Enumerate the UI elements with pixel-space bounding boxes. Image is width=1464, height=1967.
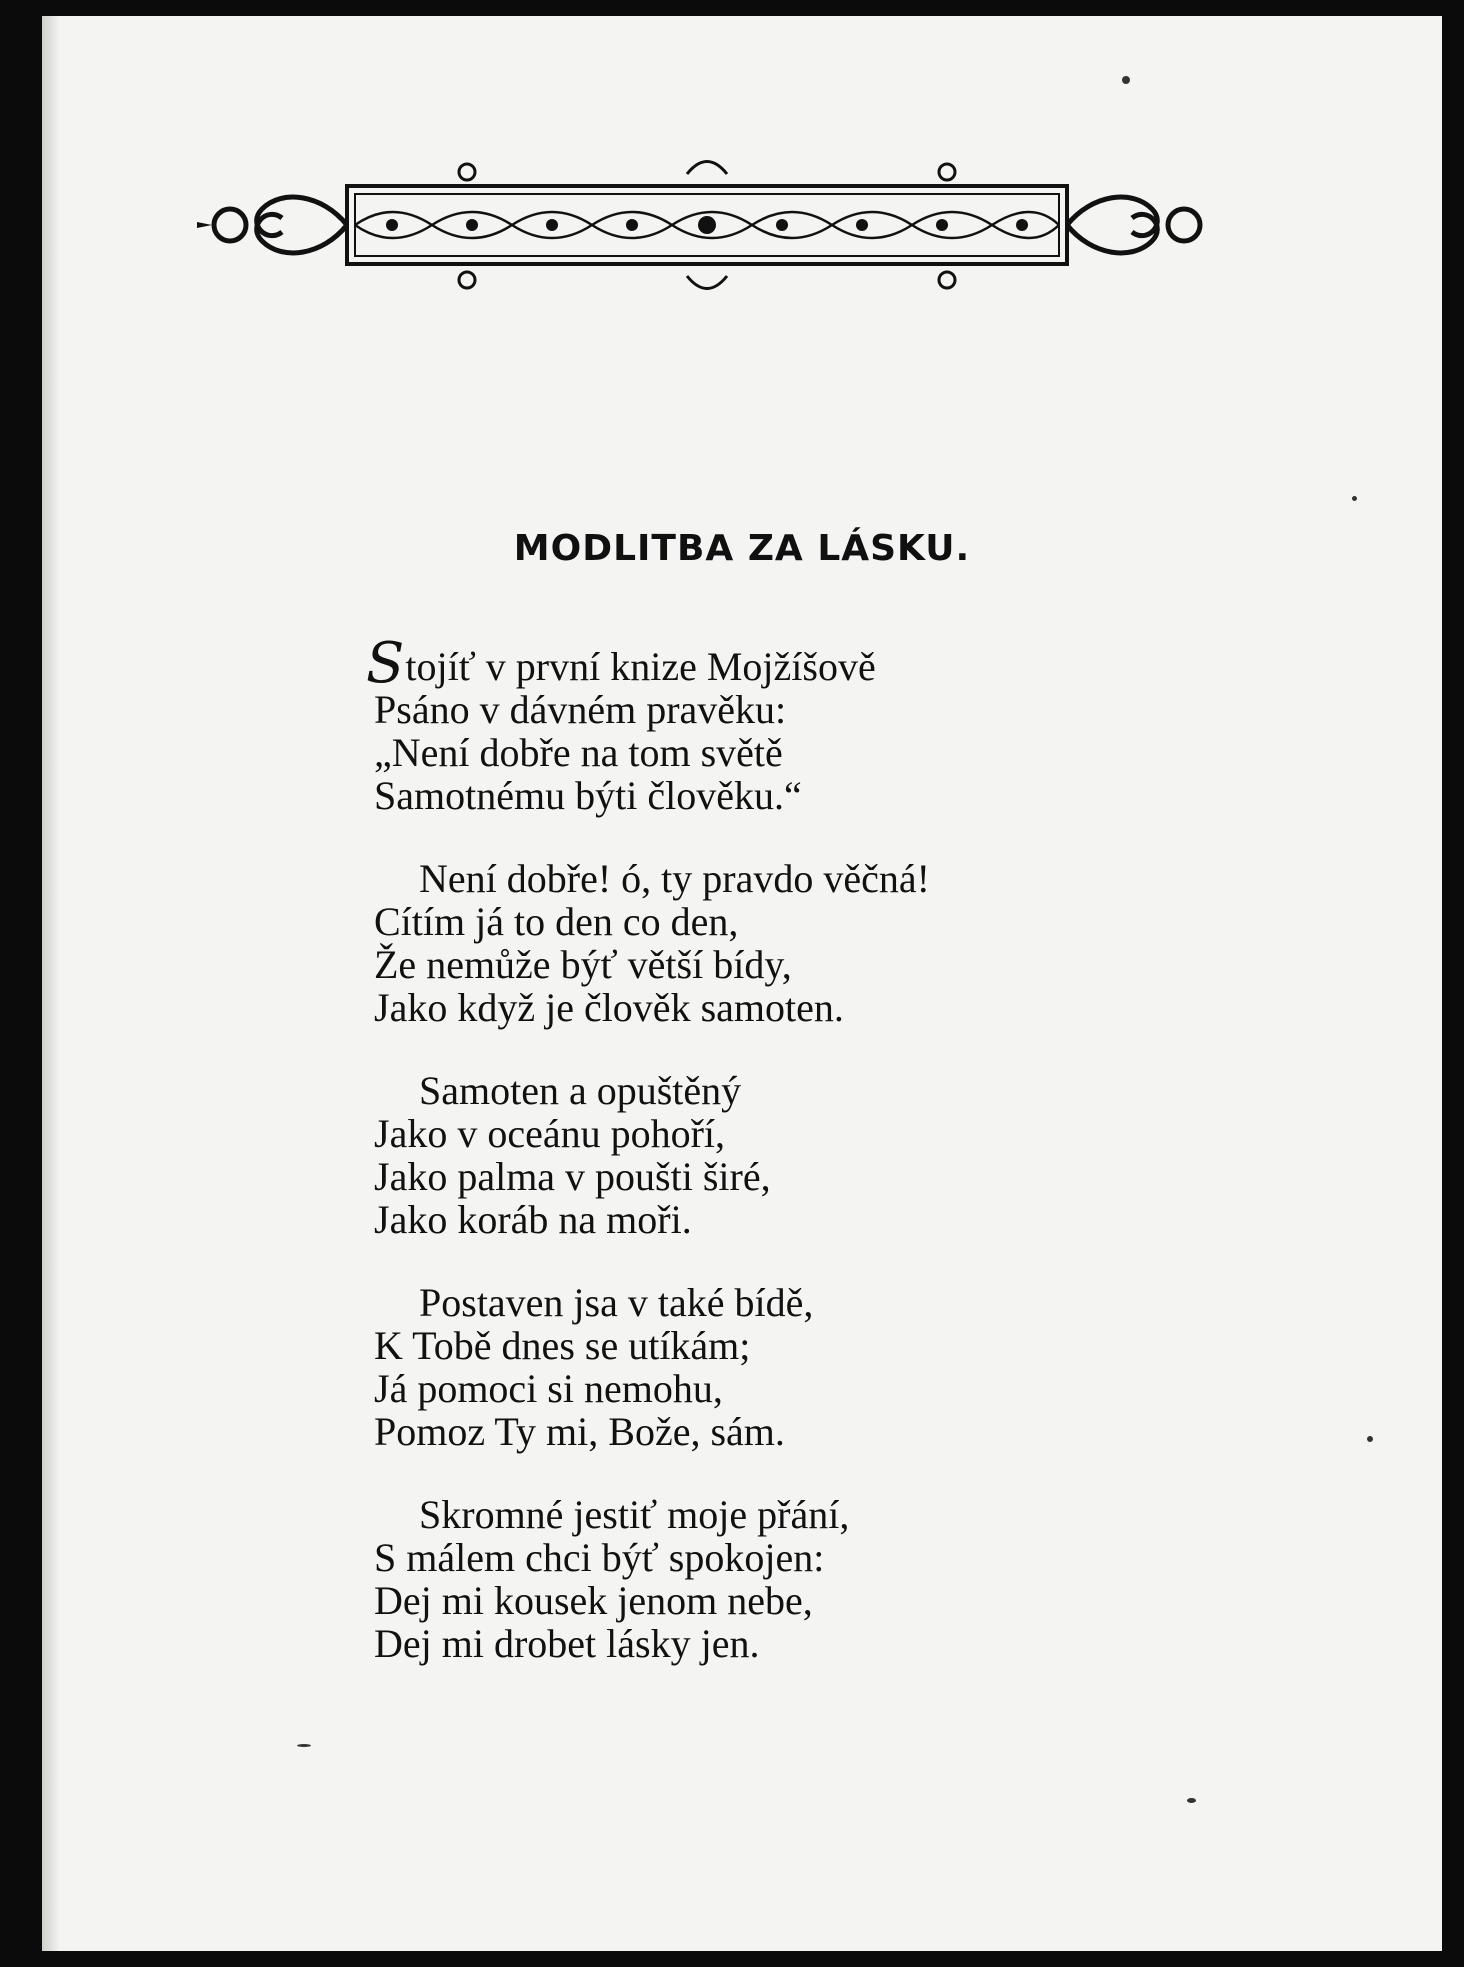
poem-line: Jako v oceánu pohoří,: [374, 1111, 726, 1156]
first-line-text: tojíť v první knize Mojžíšově: [405, 644, 876, 689]
scan-speck: [1367, 1436, 1373, 1442]
poem-line: „Není dobře na tom světě: [374, 730, 783, 775]
poem-line: Není dobře! ó, ty pravdo věčná!: [419, 856, 930, 901]
stanza: [374, 1281, 1174, 1453]
poem-line: Cítím já to den co den,: [374, 899, 739, 944]
poem-line: Jako palma v poušti širé,: [374, 1154, 771, 1199]
stanza: [366, 631, 1174, 818]
poem-line: K Tobě dnes se utíkám;: [374, 1323, 751, 1368]
decorative-header-ornament: [192, 144, 1222, 304]
poem-body: [366, 631, 1174, 1705]
poem-title: MODLITBA ZA LÁSKU.: [513, 528, 971, 569]
poem-line: Samotnému býti člověku.“: [374, 773, 802, 818]
poem-line: Dej mi drobet lásky jen.: [374, 1621, 760, 1666]
scan-speck: [1187, 1798, 1196, 1803]
poem-line: Psáno v dávném pravěku:: [374, 687, 787, 732]
poem-line: Skromné jestiť moje přání,: [419, 1492, 850, 1537]
poem-line: Jako koráb na moři.: [374, 1197, 692, 1242]
scan-speck: [1352, 496, 1357, 501]
poem-line: Postaven jsa v také bídě,: [419, 1280, 814, 1325]
stanza: [374, 1069, 1174, 1241]
binding-shadow: [42, 16, 60, 1951]
book-page: [42, 16, 1442, 1951]
poem-line: Jako když je člověk samoten.: [374, 985, 844, 1030]
scan-speck: [1122, 76, 1130, 84]
drop-cap: S: [366, 631, 405, 696]
poem-line: [366, 631, 1174, 696]
poem-line: Samoten a opuštěný: [419, 1068, 742, 1113]
stanza: [374, 857, 1174, 1029]
scan-speck: [297, 1744, 311, 1747]
poem-line: Že nemůže býť větší bídy,: [374, 942, 792, 987]
poem-line: S málem chci býť spokojen:: [374, 1535, 825, 1580]
poem-line: Pomoz Ty mi, Bože, sám.: [374, 1409, 785, 1454]
stanza: [374, 1493, 1174, 1665]
poem-line: Dej mi kousek jenom nebe,: [374, 1578, 813, 1623]
poem-line: Já pomoci si nemohu,: [374, 1366, 723, 1411]
